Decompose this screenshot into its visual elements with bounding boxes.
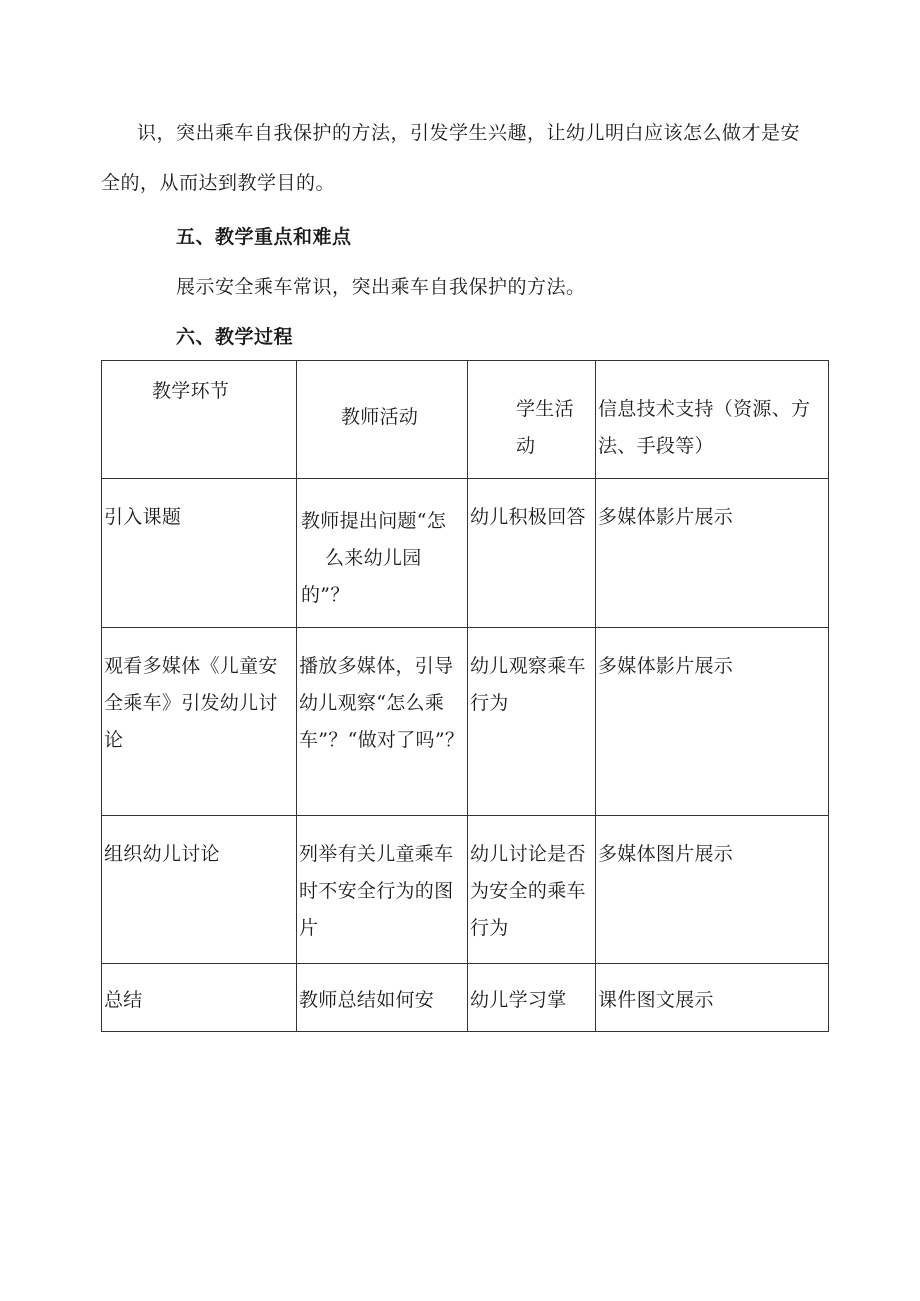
header-cell [468, 361, 596, 479]
table-cell [102, 964, 297, 1032]
stage-cell: 引入课题 [104, 506, 182, 528]
table-row [102, 479, 829, 628]
table-row [102, 816, 829, 964]
student-cell: 幼儿讨论是否为安全的乘车行为 [470, 843, 586, 939]
teacher-line: 么来幼儿园 [325, 547, 422, 569]
tech-cell: 多媒体影片展示 [598, 655, 734, 677]
header-student: 学生活动 [516, 398, 574, 457]
stage-cell: 组织幼儿讨论 [104, 843, 220, 865]
tech-cell: 多媒体图片展示 [598, 843, 734, 865]
teacher-cell [297, 479, 467, 614]
student-cell: 幼儿观察乘车行为 [470, 655, 586, 714]
table-cell [297, 479, 468, 628]
table-cell [297, 628, 468, 816]
table-row [102, 628, 829, 816]
table-cell [468, 964, 596, 1032]
table-cell [468, 479, 596, 628]
student-cell: 幼儿学习掌 [470, 989, 567, 1011]
stage-cell: 观看多媒体《儿童安全乘车》引发幼儿讨论 [104, 655, 278, 751]
header-stage: 教学环节 [152, 380, 230, 402]
table-cell [596, 479, 829, 628]
table-cell [468, 628, 596, 816]
teacher-line: 教师提出问题“怎 [301, 510, 447, 532]
header-tech: 信息技术支持（资源、方法、手段等） [598, 398, 811, 457]
teacher-cell: 教师总结如何安 [299, 989, 435, 1011]
table-row [102, 964, 829, 1032]
header-cell [596, 361, 829, 479]
teacher-line: 的”？ [301, 584, 350, 606]
tech-cell: 课件图文展示 [598, 989, 714, 1011]
teacher-cell: 列举有关儿童乘车时不安全行为的图片 [299, 843, 454, 939]
table-cell [102, 628, 297, 816]
teacher-cell: 播放多媒体，引导幼儿观察“怎么乘车”？“做对了吗”？ [299, 655, 465, 751]
header-teacher: 教师活动 [341, 406, 419, 428]
header-cell [297, 361, 468, 479]
table-cell [596, 628, 829, 816]
tech-cell: 多媒体影片展示 [598, 506, 734, 528]
teaching-process-table [101, 360, 829, 1032]
table-cell [468, 816, 596, 964]
paragraph-line: 全的，从而达到教学目的。 [101, 172, 336, 194]
table-cell [596, 964, 829, 1032]
table-header-row [102, 361, 829, 479]
table-cell [102, 479, 297, 628]
stage-cell: 总结 [104, 989, 143, 1011]
student-cell: 幼儿积极回答 [470, 506, 586, 528]
header-cell [102, 361, 297, 479]
paragraph-line: 识，突出乘车自我保护的方法，引发学生兴趣，让幼儿明白应该怎么做才是安 [137, 122, 801, 144]
table-cell [297, 964, 468, 1032]
paragraph-line: 展示安全乘车常识，突出乘车自我保护的方法。 [176, 276, 586, 298]
section-heading-5: 五、教学重点和难点 [176, 226, 352, 248]
table-cell [596, 816, 829, 964]
table-cell [297, 816, 468, 964]
table-cell [102, 816, 297, 964]
section-heading-6: 六、教学过程 [176, 326, 294, 348]
